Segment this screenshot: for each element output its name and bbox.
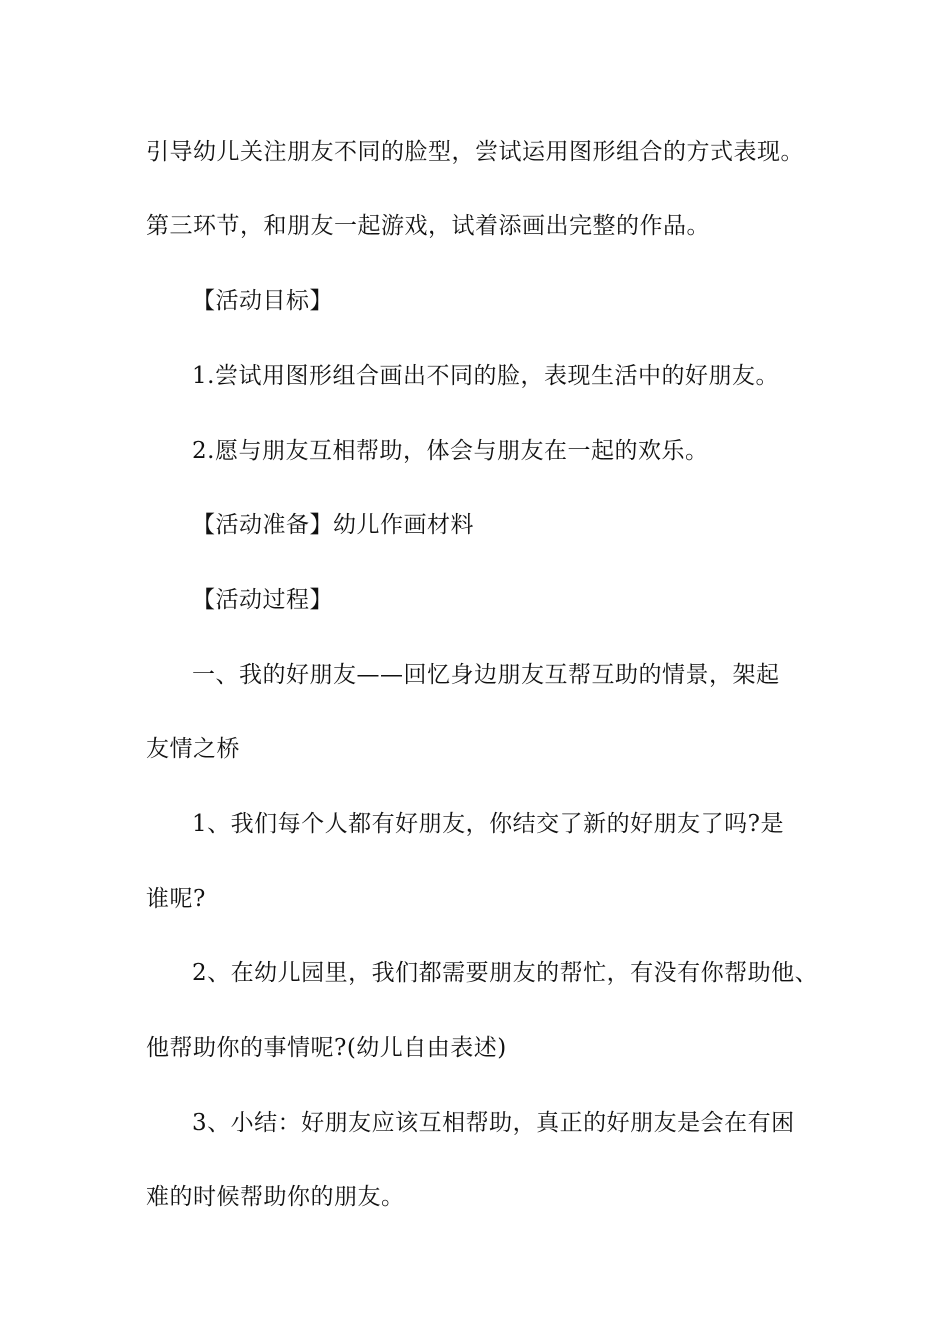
paragraph-line: 第三环节，和朋友一起游戏，试着添画出完整的作品。: [146, 213, 710, 239]
list-item: 1、我们每个人都有好朋友，你结交了新的好朋友了吗?是: [192, 811, 784, 837]
section-heading: 【活动准备】幼儿作画材料: [192, 512, 474, 538]
list-item: 3、小结：好朋友应该互相帮助，真正的好朋友是会在有困: [192, 1110, 795, 1136]
paragraph-line: 难的时候帮助你的朋友。: [146, 1184, 405, 1210]
paragraph-line: 引导幼儿关注朋友不同的脸型，尝试运用图形组合的方式表现。: [146, 139, 804, 165]
paragraph-line: 他帮助你的事情呢?(幼儿自由表述): [146, 1035, 507, 1061]
section-heading: 【活动过程】: [192, 587, 333, 613]
list-item: 2、在幼儿园里，我们都需要朋友的帮忙，有没有你帮助他、: [192, 960, 819, 986]
section-heading: 【活动目标】: [192, 288, 333, 314]
list-item: 1.尝试用图形组合画出不同的脸，表现生活中的好朋友。: [192, 363, 779, 389]
paragraph-line: 谁呢?: [146, 886, 206, 912]
paragraph-line: 一、我的好朋友——回忆身边朋友互帮互助的情景，架起: [192, 662, 780, 688]
paragraph-line: 友情之桥: [146, 736, 240, 762]
list-item: 2.愿与朋友互相帮助，体会与朋友在一起的欢乐。: [192, 438, 709, 464]
